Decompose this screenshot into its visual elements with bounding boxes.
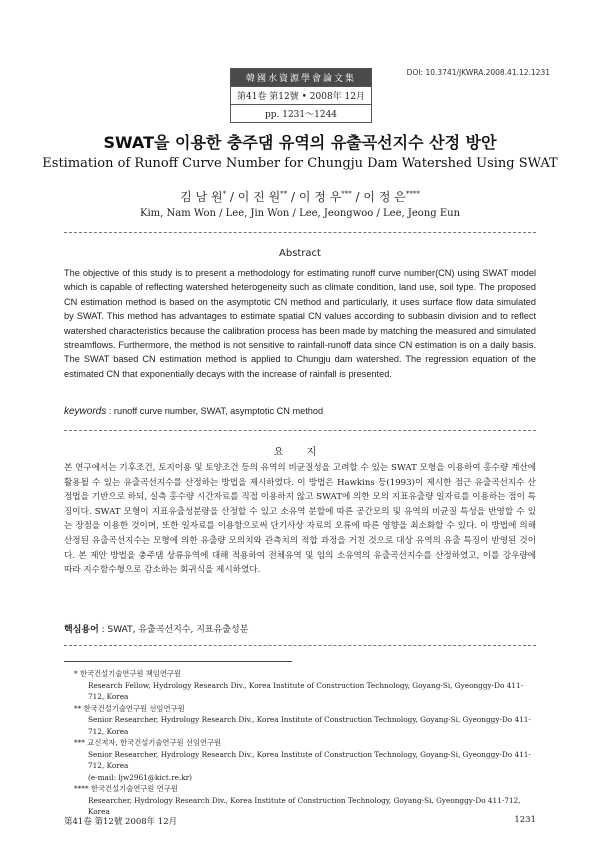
footnote-mark: ****: [74, 784, 89, 793]
footnote-mark: ***: [74, 738, 85, 747]
abstract-body: The objective of this study is to present a methodology for estimating runoff curve number(CN) using SWAT model which is capable of reflecting watershed heterogeneity such as climate condition, land use, soil type. The proposed CN estimation method is based on the asymptotic CN method and particularly, it uses surface flow data simulated by SWAT. This method has advantages to estimate spatial CN values according to subbasin division and to reflect watershed characteristics because the calibration process has been made by matching the measured and simulated streamflows. Furthermore, the method is not sensitive to rainfall-runoff data since CN estimation is on a daily basis. The SWAT based CN estimation method is applied to Chungju dam watershed. The regression equation of the estimated CN that exponentially decays with the increase of rainfall is presented.: [64, 268, 536, 379]
author-separator: /: [287, 190, 299, 204]
footnote-affiliation-ko: 한국건설기술연구원 책임연구원: [79, 669, 181, 678]
author-4-name: 이 정 은: [363, 190, 406, 204]
footnote-2: [64, 703, 536, 715]
footnote-4: [64, 783, 536, 795]
footer-journal-issue: 第41卷 第12號 2008年 12月: [64, 817, 178, 827]
korean-abstract-body: 본 연구에서는 기후조건, 토지이용 및 토양조건 등의 유역의 비균질성을 고려할 수 있는 SWAT 모형을 이용하여 홍수량 계산에 활용될 수 있는 유출곡선지수를 산정하는 방법을 제시하였다. 이 방법은 Hawkins 등(1993)이 제시한 점근 유출곡선지수 산정법을 기반으로 하되, 실측 홍수량 시간자료를 직접 이용하지 않고 SWAT에 의한 모의 지표유출량 일자료를 이용하는 점이 특징이다. SWAT 모형이 지표유출성분량을 산정할 수 있고 소유역 분할에 따른 공간모의 및 유역의 비균질 특성을 반영할 수 있는 장점을 이용한 것이며, 또한 일자료를 이용함으로써 단기사상 자료의 오류에 따른 영향을 최소화할 수 있다. 이 방법에 의해 산정된 유출곡선지수는 모형에 의한 유출량 모의치와 관측치의 적합 과정을 거친 것으로 대상 유역의 유출 특징이 반영된 것이다. 본 제안 방법을 충주댐 상류유역에 대해 적용하여 전체유역 및 임의 소유역의 유출곡선지수를 산정하였고, 이를 강우량에 따라 지수함수형으로 감소하는 회귀식을 제시하였다.: [64, 463, 536, 576]
author-3-name: 이 정 우: [298, 190, 342, 204]
divider-bottom: [64, 645, 536, 646]
footnote-affiliation-ko: 한국건설기술연구원 선임연구원: [83, 703, 185, 713]
keywords-label: keywords: [64, 406, 107, 417]
footnote-1: [64, 668, 536, 680]
keywords-text: : runoff curve number, SWAT, asymptotic CN method: [106, 406, 324, 416]
author-3-mark: ***: [341, 190, 352, 198]
core-keywords-line: [64, 622, 248, 635]
core-keywords-text: : SWAT, 유출곡선지수, 지표유출성분: [98, 625, 249, 635]
footnote-affiliation-en: Senior Researcher, Hydrology Research Div., Korea Institute of Construction Technology, Goyang-Si, Gyeonggy-Do 411-712, Korea: [88, 715, 531, 736]
footnote-email: (e-mail: ljw2961@kict.re.kr): [88, 772, 193, 782]
author-2-mark: **: [280, 190, 288, 198]
footnote-affiliation-en: Researcher, Hydrology Research Div., Korea Institute of Construction Technology, Goyang-Si, Gyeonggy-Do 411-712, Korea: [88, 795, 521, 816]
authors-english: Kim, Nam Won / Lee, Jin Won / Lee, Jeongwoo / Lee, Jeong Eun: [139, 208, 461, 219]
doi-text: DOI: 10.3741/JKWRA.2008.41.12.1231: [406, 68, 550, 77]
author-1-mark: *: [222, 190, 227, 198]
author-4-mark: ****: [405, 190, 420, 198]
title-english: Estimation of Runoff Curve Number for Chungju Dam Watershed Using SWAT: [42, 156, 558, 171]
author-1-name: 김 남 원: [180, 190, 223, 204]
yoji-heading: 요 지: [273, 447, 327, 458]
footnote-affiliation-ko: 한국건설기술연구원 연구원: [90, 784, 178, 793]
footnote-affiliation-ko: 교신저자, 한국건설기술연구원 선임연구원: [87, 738, 222, 747]
author-2-name: 이 진 원: [237, 190, 281, 204]
footnote-affiliation-en: Research Fellow, Hydrology Research Div., Korea Institute of Construction Technology, Goyang-Si, Gyeonggy-Do 411-712, Korea: [88, 680, 524, 701]
footnote-affiliation-en: Senior Researcher, Hydrology Research Div., Korea Institute of Construction Technology, Goyang-Si, Gyeonggy-Do 411-712, Korea: [88, 749, 531, 770]
journal-info-box: [230, 68, 372, 123]
footnote-3: [64, 737, 536, 749]
footnote-mark: *: [74, 669, 78, 678]
author-separator: /: [351, 190, 364, 204]
author-separator: /: [226, 190, 238, 204]
keywords-line: [64, 406, 323, 417]
footnote-rule: [64, 661, 292, 662]
journal-name: 韓國水資源學會論文集: [231, 69, 371, 86]
journal-pages: pp. 1231～1244: [231, 104, 371, 122]
abstract-heading: Abstract: [279, 248, 321, 259]
core-keywords-label: 핵심용어: [64, 625, 99, 635]
footnote-mark: **: [74, 703, 82, 713]
authors-korean: [0, 188, 600, 205]
title-korean: SWAT을 이용한 충주댐 유역의 유출곡선지수 산정 방안: [103, 133, 497, 152]
page-number: 1231: [514, 815, 536, 825]
journal-volume-issue: 第41卷 第12號 • 2008年 12月: [231, 86, 371, 104]
footnotes: [64, 668, 536, 818]
divider-middle: [64, 430, 536, 431]
divider-top: [64, 232, 536, 233]
